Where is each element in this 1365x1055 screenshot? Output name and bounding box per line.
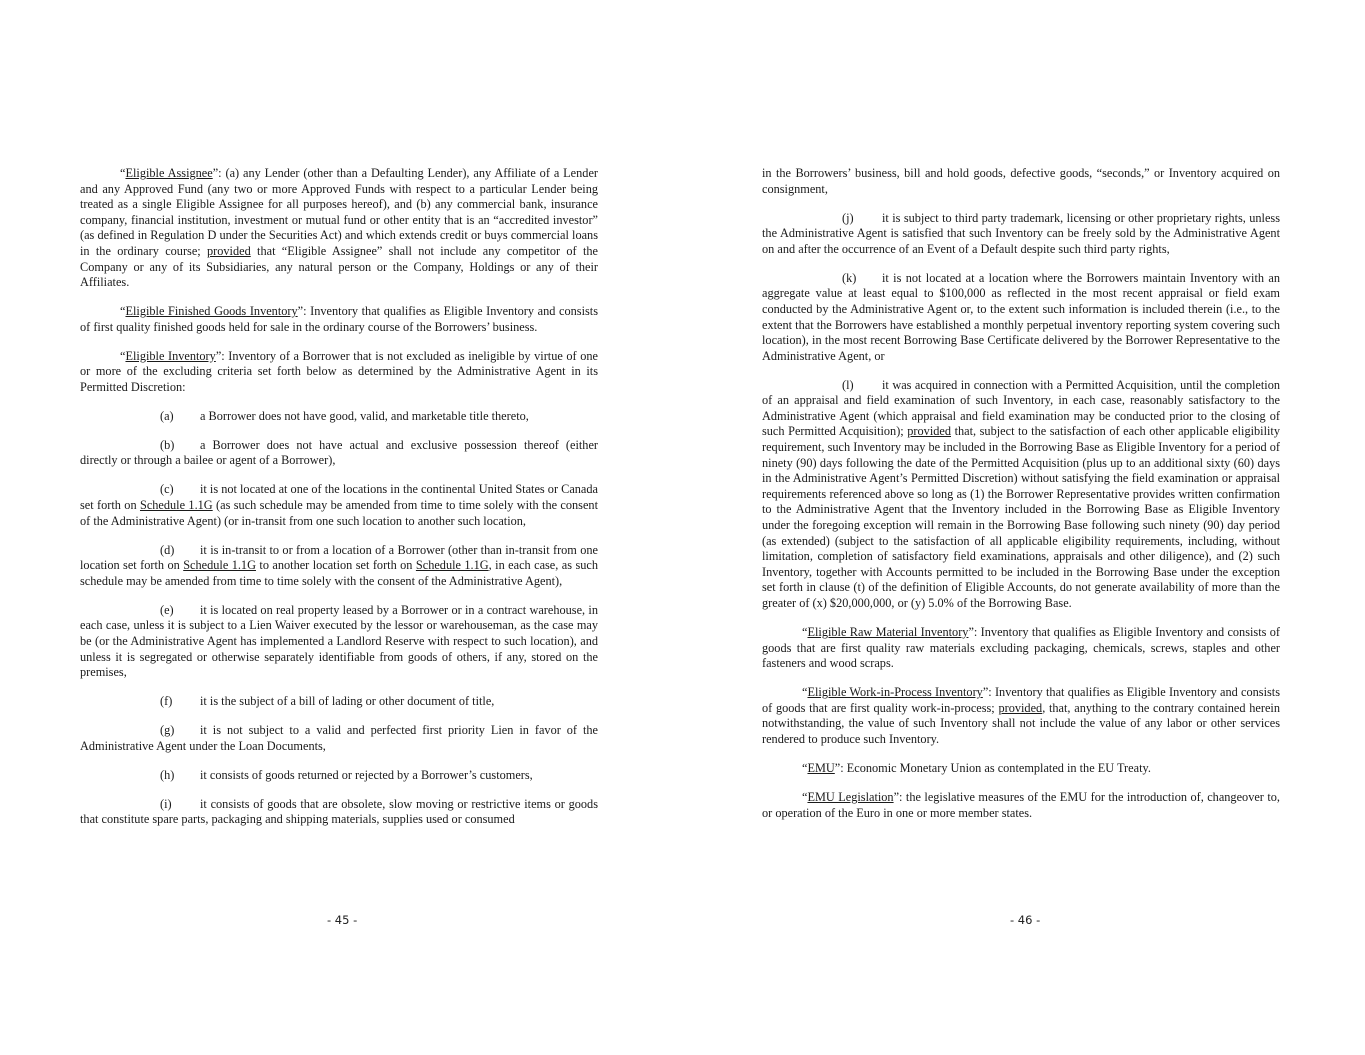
defined-term: EMU <box>807 760 835 775</box>
defined-term: Eligible Finished Goods Inventory <box>125 304 298 319</box>
clause-label: (j) <box>842 210 854 225</box>
definition-eligible-finished-goods-inventory: “Eligible Finished Goods Inventory”: Inventory that qualifies as Eligible Inventory and consists of first quality finished goods held for sale in the ordinary course of the Borrowers’ business. <box>80 304 598 334</box>
provided-term: provided <box>207 243 251 258</box>
clause-a: (a) a Borrower does not have good, valid, and marketable title thereto, <box>160 408 529 423</box>
schedule-reference: Schedule 1.1G <box>139 498 213 513</box>
clause-h: (h) it consists of goods returned or rejected by a Borrower’s customers, <box>160 767 533 782</box>
clause-d: (d) it is in-transit to or from a location of a Borrower (other than in-transit from one location set forth on Schedule 1.1G to another location set forth on Schedule 1.1G, in each case, as such schedule may be amended from time to time solely with the consent of the Administrative Agent), <box>80 542 598 588</box>
clause-l: (l) it was acquired in connection with a Permitted Acquisition, until the completion of an appraisal and field examination of such Inventory, in each case, reasonably satisfactory to the Administrative Agent (which appraisal and field examination may be conducted prior to the closing of such Permitted Acquisition); provided that, subject to the satisfaction of each other applicable eligibility requirement, such Inventory may be included in the Borrowing Base as Eligible Inventory for a period of ninety (90) days following the date of the Permitted Acquisition (plus up to an additional sixty (60) days in the Administrative Agent’s Permitted Discretion) without satisfying the field examination or appraisal requirements referenced above so long as (1) the Borrower Representative provides written confirmation to the Administrative Agent that the Inventory included in the Borrowing Base as Eligible Inventory under the foregoing exception will remain in the Borrowing Base following such ninety (90) day period (as extended) (subject to the satisfaction of all applicable eligibility requirements, including, without limitation, completion of satisfactory field examinations, appraisals and other diligence), and (2) such Inventory, together with Accounts permitted to be included in the Borrowing Base under the exception set forth in clause (t) of the definition of Eligible Accounts, do not generate availability of more than the greater of (x) $20,000,000, or (y) 5.0% of the Borrowing Base. <box>762 377 1280 611</box>
defined-term: Eligible Work-in-Process Inventory <box>807 685 983 700</box>
clause-f: (f) it is the subject of a bill of lading or other document of title, <box>160 694 495 709</box>
clause-label: (i) <box>160 796 172 811</box>
definition-eligible-work-in-process-inventory: “Eligible Work-in-Process Inventory”: Inventory that qualifies as Eligible Inventory and consists of goods that are first quality work-in-process; provided, that, anything to the contrary contained herein notwithstanding, the value of such Inventory shall not include the value of any labor or other services rendered to produce such Inventory. <box>762 685 1280 746</box>
defined-term: Eligible Inventory <box>125 348 216 363</box>
page-number: - 46 - <box>1010 913 1041 927</box>
defined-term: Eligible Raw Material Inventory <box>807 625 969 639</box>
definition-eligible-assignee: “Eligible Assignee”: (a) any Lender (other than a Defaulting Lender), any Affiliate of a Lender and any Approved Fund (any two or more Approved Funds with respect to a particular Lender being treated as a single Eligible Assignee for all purposes hereof), and (b) any commercial bank, insurance company, financial institution, investment or mutual fund or other entity that is an “accredited investor” (as defined in Regulation D under the Securities Act) and which extends credit or buys commercial loans in the ordinary course; provided that “Eligible Assignee” shall not include any competitor of the Company or any of its Subsidiaries, any natural person or the Company, Holdings or any of their Affiliates. <box>80 166 598 290</box>
clause-label: (g) <box>160 723 175 738</box>
definition-eligible-raw-material-inventory: “Eligible Raw Material Inventory”: Inventory that qualifies as Eligible Inventory and consists of goods that are first quality raw materials excluding packaging, chemicals, screws, staples and other fasteners and wood scraps. <box>762 625 1280 671</box>
provided-term: provided <box>907 424 951 439</box>
clause-i: (i) it consists of goods that are obsolete, slow moving or restrictive items or goods that constitute spare parts, packaging and shipping materials, supplies used or consumed <box>80 796 598 827</box>
clause-label: (c) <box>160 482 174 497</box>
defined-term: EMU Legislation <box>807 789 894 804</box>
clause-i-continuation: in the Borrowers’ business, bill and hold goods, defective goods, “seconds,” or Inventory acquired on consignment, <box>762 166 1280 196</box>
clause-label: (d) <box>160 542 175 557</box>
definition-emu: “EMU”: Economic Monetary Union as contemplated in the EU Treaty. <box>802 760 1151 775</box>
page-45 <box>80 166 598 841</box>
clause-label: (b) <box>160 437 175 452</box>
clause-label: (a) <box>160 408 174 423</box>
clause-label: (f) <box>160 694 173 709</box>
clause-label: (h) <box>160 767 175 782</box>
clause-c: (c) it is not located at one of the locations in the continental United States or Canada set forth on Schedule 1.1G (as such schedule may be amended from time to time solely with the consent of the Administrative Agent) (or in-transit from one such location to another such location, <box>80 482 598 528</box>
clause-label: (e) <box>160 602 174 617</box>
schedule-reference: Schedule 1.1G <box>183 558 256 573</box>
schedule-reference: Schedule 1.1G <box>415 558 489 573</box>
clause-k: (k) it is not located at a location where the Borrowers maintain Inventory with an aggregate value at least equal to $100,000 as reflected in the most recent appraisal or field exam conducted by the Administrative Agent or, to the extent such information is included therein (i.e., to the extent that the Borrowers have established a monthly perpetual inventory reporting system covering such location), in the most recent Borrowing Base Certificate delivered by the Borrower Representative to the Administrative Agent, or <box>762 270 1280 363</box>
definition-emu-legislation: “EMU Legislation”: the legislative measures of the EMU for the introduction of, changeover to, or operation of the Euro in one or more member states. <box>762 789 1280 820</box>
clause-e: (e) it is located on real property leased by a Borrower or in a contract warehouse, in each case, unless it is subject to a Lien Waiver executed by the lessor or warehouseman, as the case may be (or the Administrative Agent has implemented a Landlord Reserve with respect to such location), and unless it is segregated or otherwise separately identifiable from goods of others, if any, stored on the premises, <box>80 602 598 680</box>
clause-b: (b) a Borrower does not have actual and exclusive possession thereof (either directly or through a bailee or agent of a Borrower), <box>80 437 598 468</box>
clause-label: (l) <box>842 377 854 392</box>
clause-j: (j) it is subject to third party trademark, licensing or other proprietary rights, unless the Administrative Agent is satisfied that such Inventory can be freely sold by the Administrative Agent on and after the occurrence of an Event of a Default despite such third party rights, <box>762 210 1280 256</box>
clause-g: (g) it is not subject to a valid and perfected first priority Lien in favor of the Administrative Agent under the Loan Documents, <box>80 723 598 753</box>
page-number: - 45 - <box>327 913 358 927</box>
provided-term: provided <box>998 700 1043 715</box>
definition-eligible-inventory: “Eligible Inventory”: Inventory of a Borrower that is not excluded as ineligible by virtue of one or more of the excluding criteria set forth below as determined by the Administrative Agent in its Permitted Discretion: <box>80 348 598 394</box>
defined-term: Eligible Assignee <box>125 166 213 180</box>
clause-label: (k) <box>842 270 857 285</box>
page-46 <box>762 166 1280 835</box>
